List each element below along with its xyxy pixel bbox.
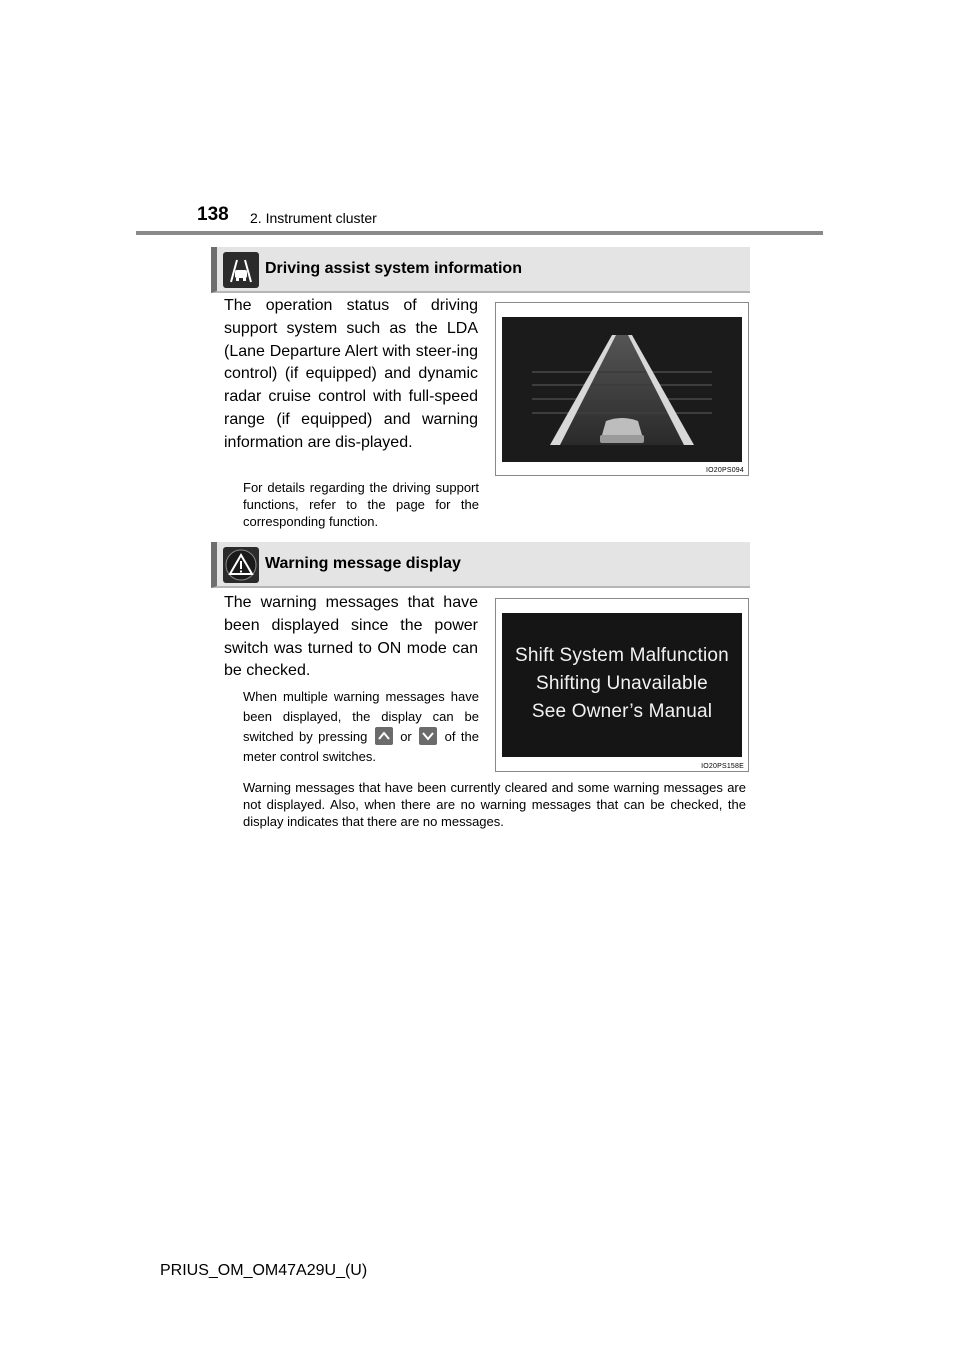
- warning-screen: [502, 613, 742, 757]
- screen-line-2: Shifting Unavailable: [536, 673, 708, 694]
- up-arrow-button-icon: [375, 727, 393, 745]
- warning-note-part1: When multiple warning messages have been displayed, the display can be switched by pressing: [243, 689, 479, 744]
- warning-body: The warning messages that have been displayed since the power switch was turned to ON mode can be checked.: [224, 594, 478, 680]
- warning-heading-bar: [211, 542, 750, 588]
- driving-assist-screen: [502, 317, 742, 462]
- driving-assist-figure: [495, 302, 749, 476]
- lane-graphic: [502, 317, 742, 462]
- warning-note-part2: of the meter control switches.: [243, 729, 479, 764]
- screen-line-1: Shift System Malfunction: [515, 645, 729, 666]
- driving-assist-heading: Driving assist system information: [265, 260, 522, 277]
- figure-code: IO20PS158E: [701, 763, 744, 770]
- footer-doc-id: PRIUS_OM_OM47A29U_(U): [160, 1262, 368, 1279]
- warning-heading: Warning message display: [265, 555, 461, 572]
- lane-assist-icon: [223, 252, 259, 288]
- driving-assist-heading-bar: [211, 247, 750, 293]
- driving-assist-body: The operation status of driving support system such as the LDA (Lane Departure Alert with steer-ing control) (if equipped) and dynamic radar cruise control with full-speed range (if equipped) and warning information are dis-played.: [224, 297, 478, 451]
- section-title: 2. Instrument cluster: [250, 210, 377, 226]
- warning-note-wide: Warning messages that have been currently cleared and some warning messages are not displayed. Also, when there are no warning messages that can be checked, the display indicates that there are no messages.: [243, 780, 746, 829]
- header-rule: [136, 231, 823, 235]
- warning-triangle-icon: [223, 547, 259, 583]
- warning-figure: [495, 598, 749, 772]
- down-arrow-button-icon: [419, 727, 437, 745]
- warning-note-or: or: [400, 729, 412, 744]
- page-number: 138: [197, 204, 229, 225]
- driving-assist-note: For details regarding the driving support functions, refer to the page for the corresponding function.: [243, 480, 479, 529]
- figure-code: IO20PS094: [706, 467, 744, 474]
- screen-line-3: See Owner’s Manual: [531, 701, 713, 722]
- warning-note: [243, 687, 479, 767]
